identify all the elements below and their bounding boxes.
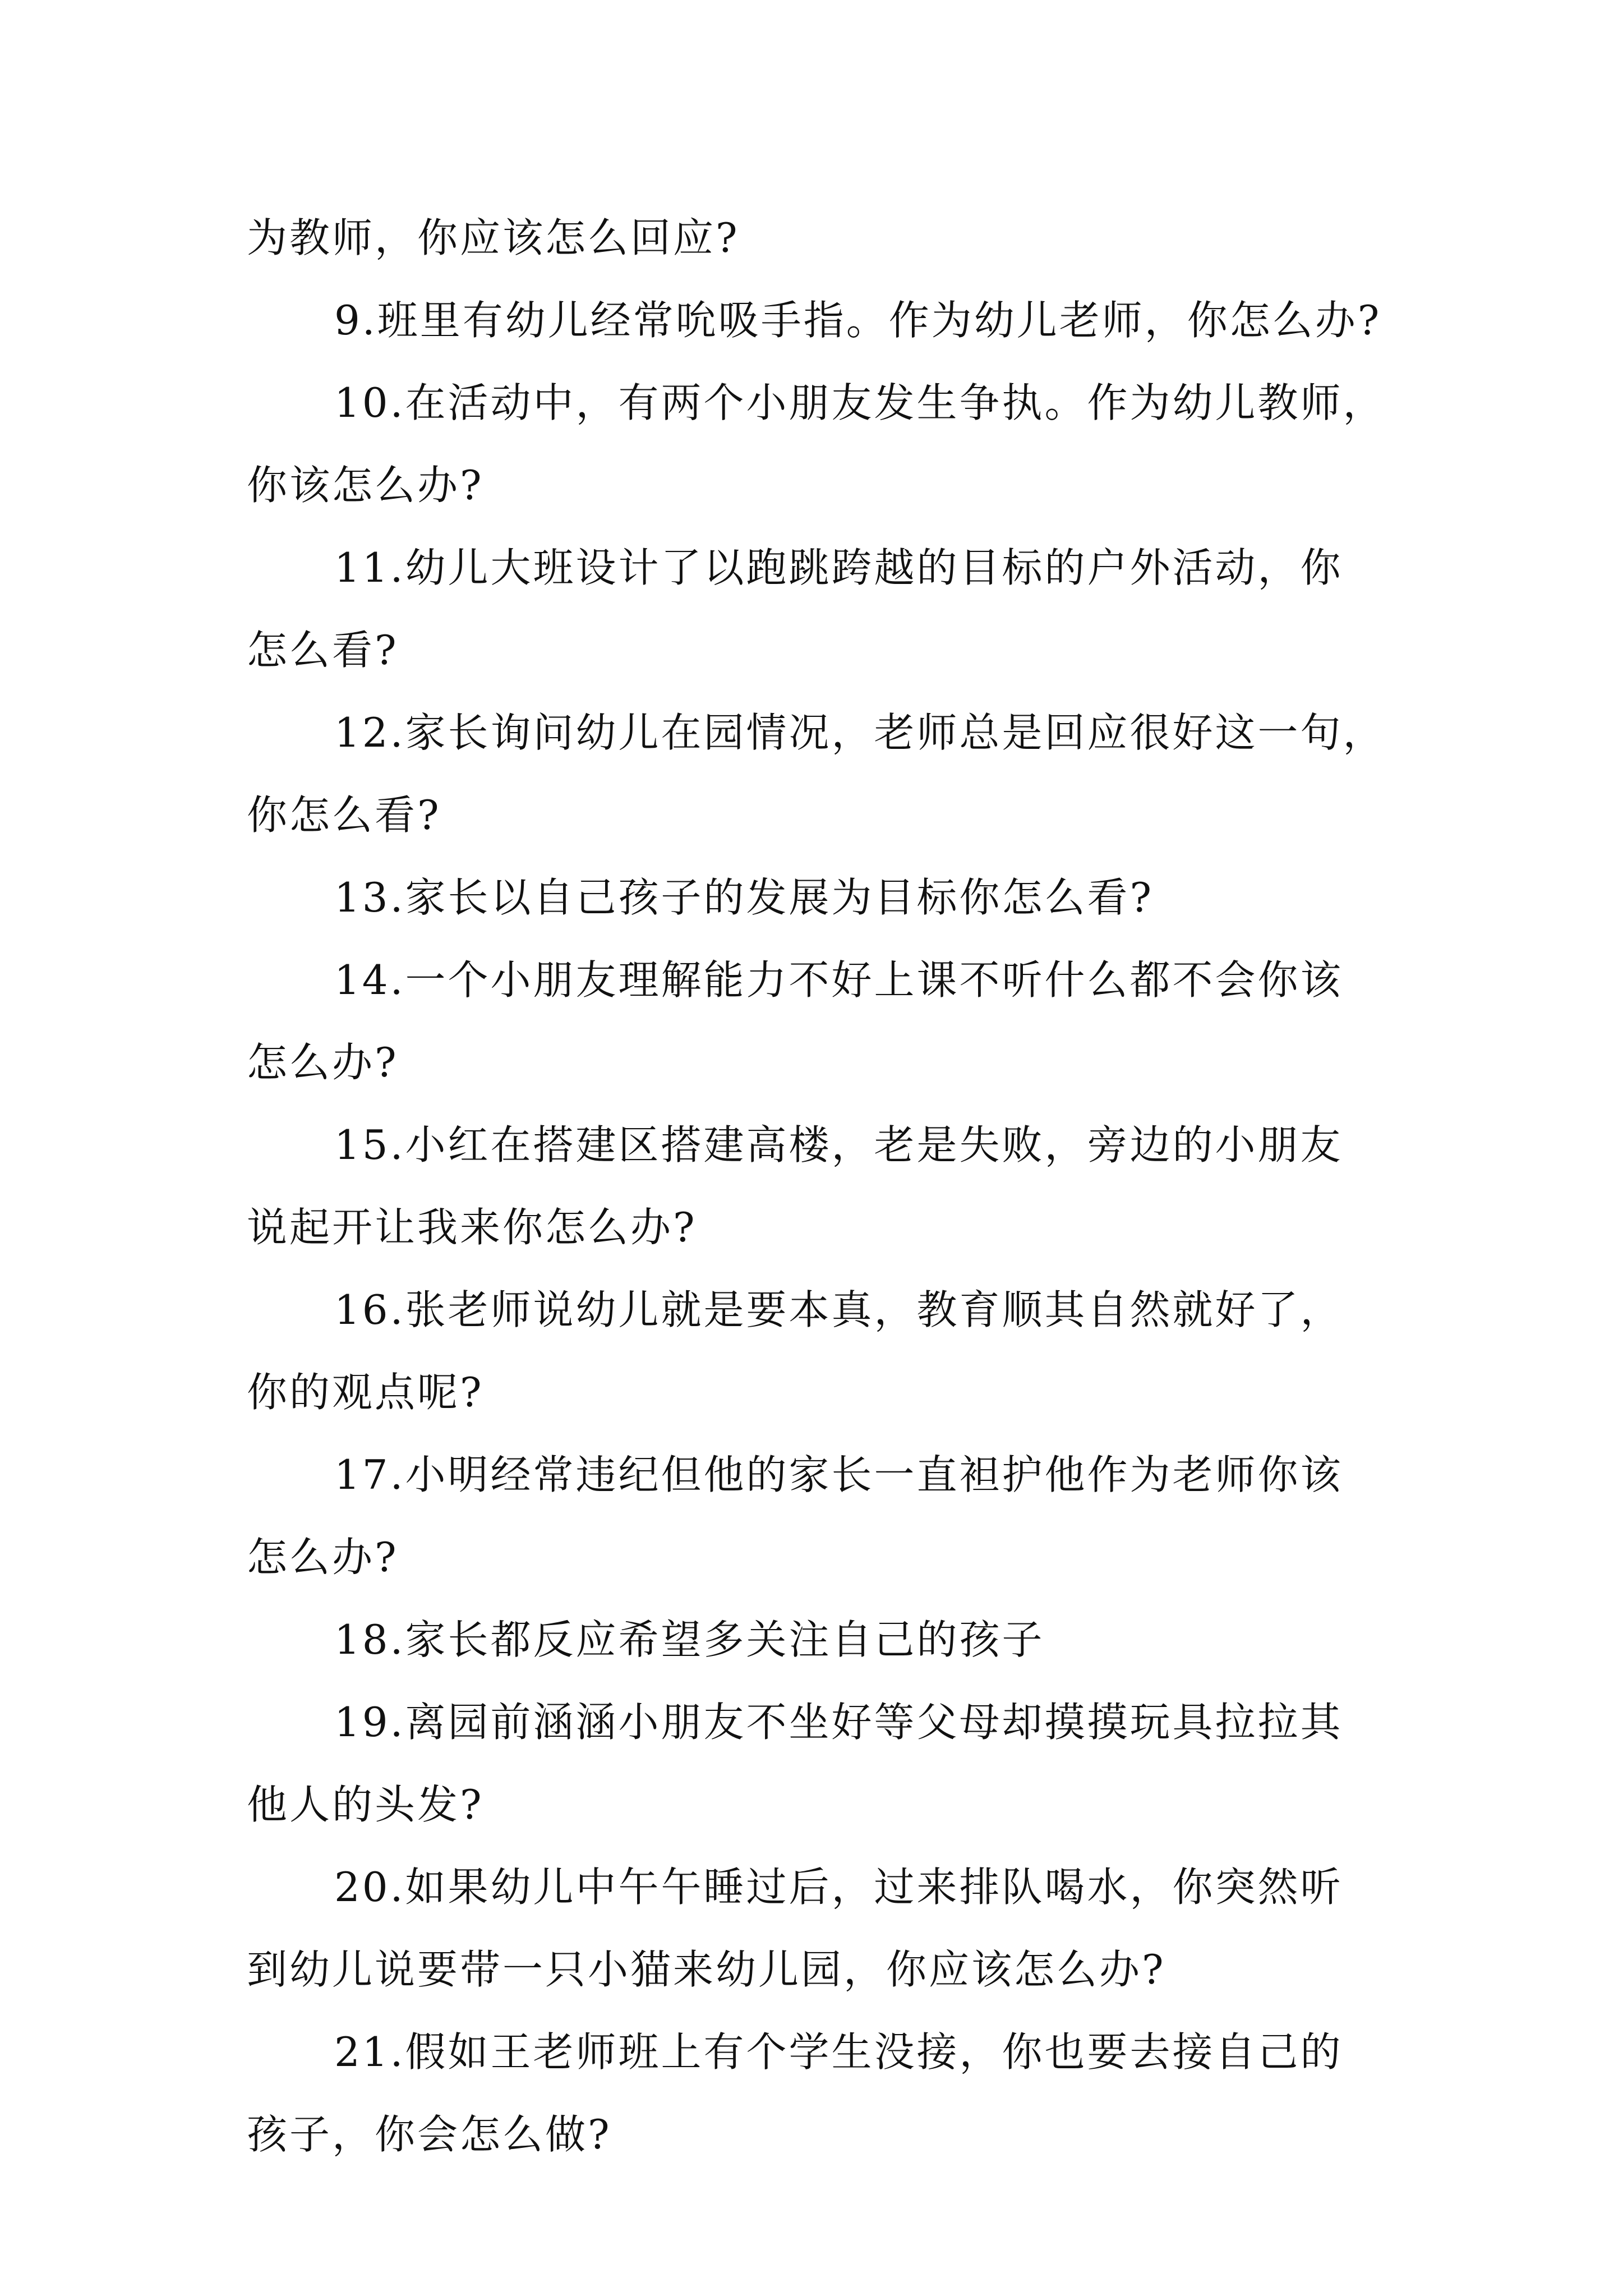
question-14: 14.一个小朋友理解能力不好上课不听什么都不会你该 [334,956,1343,1004]
question-10-continuation: 你该怎么办? [247,462,484,509]
question-16: 16.张老师说幼儿就是要本真，教育顺其自然就好了， [334,1286,1343,1333]
question-21: 21.假如王老师班上有个学生没接，你也要去接自己的 [334,2028,1343,2076]
question-9: 9.班里有幼儿经常吮吸手指。作为幼儿老师，你怎么办? [334,297,1382,344]
text-line-continuation-q8: 为教师，你应该怎么回应? [247,214,740,261]
question-20: 20.如果幼儿中午午睡过后，过来排队喝水，你突然听 [334,1864,1343,1911]
question-14-continuation: 怎么办? [247,1039,399,1086]
question-17-continuation: 怎么办? [247,1534,399,1581]
question-11: 11.幼儿大班设计了以跑跳跨越的目标的户外活动，你 [334,544,1343,591]
question-15-continuation: 说起开让我来你怎么办? [247,1204,697,1251]
question-13: 13.家长以自己孩子的发展为目标你怎么看? [334,874,1154,921]
question-10: 10.在活动中，有两个小朋友发生争执。作为幼儿教师， [334,379,1386,426]
question-20-continuation: 到幼儿说要带一只小猫来幼儿园，你应该怎么办? [247,1946,1166,1993]
question-17: 17.小明经常违纪但他的家长一直袒护他作为老师你该 [334,1451,1343,1498]
question-18: 18.家长都反应希望多关注自己的孩子 [334,1616,1045,1663]
question-15: 15.小红在搭建区搭建高楼，老是失败，旁边的小朋友 [334,1121,1343,1168]
question-12-continuation: 你怎么看? [247,792,441,839]
question-19-continuation: 他人的头发? [247,1781,484,1828]
question-11-continuation: 怎么看? [247,627,399,674]
question-16-continuation: 你的观点呢? [247,1369,484,1416]
question-19: 19.离园前涵涵小朋友不坐好等父母却摸摸玩具拉拉其 [334,1699,1343,1746]
question-12: 12.家长询问幼儿在园情况，老师总是回应很好这一句， [334,709,1386,756]
question-21-continuation: 孩子，你会怎么做? [247,2111,612,2158]
